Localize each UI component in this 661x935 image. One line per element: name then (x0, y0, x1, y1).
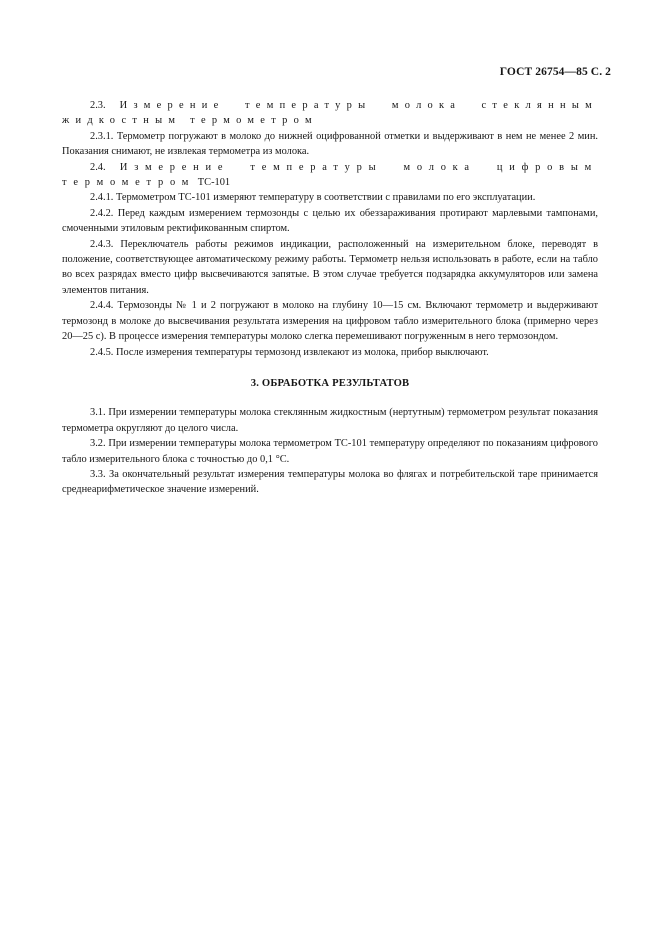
spaced-heading: Измерение температуры молока цифровым термометром (62, 161, 598, 189)
paragraph-3-1: 3.1. При измерении температуры молока стеклянным жидкостным (нертутным) термометром результат показания термометра округляют до целого числа. (62, 407, 598, 434)
paragraph-2-4-heading (62, 160, 598, 191)
section-title: 3. ОБРАБОТКА РЕЗУЛЬТАТОВ (250, 377, 410, 389)
paragraph-3-2: 3.2. При измерении температуры молока термометром ТС-101 температуру определяют по показаниям цифрового табло измерительного блока с точностью до 0,1 °С. (62, 438, 598, 465)
paragraph-2-3-1: 2.3.1. Термометр погружают в молоко до нижней оцифрованной отметки и выдерживают в нем не менее 2 мин. Показания снимают, не извлекая термометра из молока. (62, 130, 598, 158)
paragraph-2-4-5: 2.4.5. После измерения температуры термозонд извлекают из молока, прибор выключают. (90, 346, 489, 358)
paragraph-number: 2.4. (90, 161, 106, 173)
paragraph-2-4-3: 2.4.3. Переключатель работы режимов индикации, расположенный на измерительном блоке, переводят в положение, соответствующее автоматическому режиму работы. Термометр нельзя использовать в работе, если на табло во всех разрядах вместо цифр высвечиваются запятые. В этом случае требуется подзарядка аккумуляторов или замена элементов питания. (62, 238, 598, 296)
device-model: ТС-101 (197, 177, 231, 189)
paragraph-number: 2.3. (90, 100, 106, 111)
document-body (62, 98, 598, 498)
paragraph-2-4-1: 2.4.1. Термометром ТС-101 измеряют температуру в соответствии с правилами по его эксплуатации. (90, 192, 536, 204)
paragraph-2-4-4: 2.4.4. Термозонды № 1 и 2 погружают в молоко на глубину 10—15 см. Включают термометр и выдерживают термозонд в молоке до высвечивания результата измерения на цифровом табло измерительного блока (примерно через 20—25 с). В процессе измерения температуры молоко слегка перемешивают погруженным в него термозондом. (62, 300, 598, 343)
paragraph-3-3: 3.3. За окончательный результат измерения температуры молока во флягах и потребительской таре принимается среднеарифметическое значение измерений. (62, 468, 598, 496)
page-header: ГОСТ 26754—85 С. 2 (499, 66, 611, 78)
paragraph-2-4-2: 2.4.2. Перед каждым измерением термозонды с целью их обеззараживания протирают марлевыми тампонами, смоченными этиловым ректификованным спиртом. (62, 207, 598, 235)
paragraph-2-3-heading (62, 98, 598, 129)
spaced-heading: Измерение температуры молока стеклянным жидкостным термометром (62, 100, 598, 127)
